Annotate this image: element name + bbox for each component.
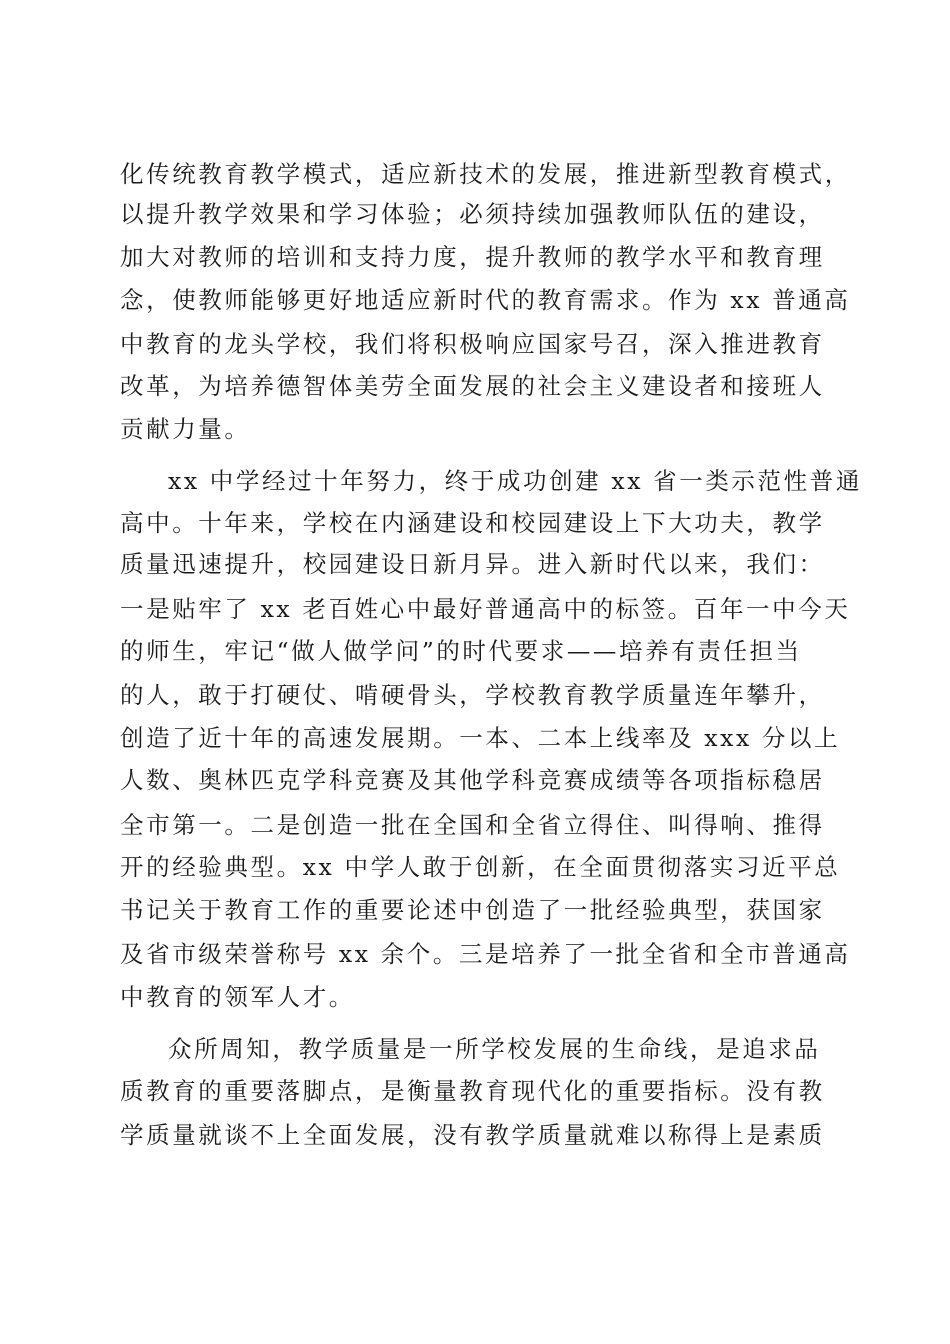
paragraph-1-line-5: 中教育的龙头学校，我们将积极响应国家号召，深入推进教育: [120, 330, 825, 358]
paragraph-1-line-4: 念，使教师能够更好地适应新时代的教育需求。作为 xx 普通高: [120, 286, 851, 314]
paragraph-1-line-7: 贡献力量。: [120, 415, 251, 443]
paragraph-2-line-1: xx 中学经过十年努力，终于成功创建 xx 省一类示范性普通: [168, 467, 862, 495]
paragraph-2-line-12: 及省市级荣誉称号 xx 余个。三是培养了一批全省和全市普通高: [120, 940, 851, 968]
paragraph-2-line-13: 中教育的领军人才。: [120, 983, 355, 1011]
paragraph-2-line-5: 的师生，牢记“做人做学问”的时代要求——培养有责任担当: [120, 637, 802, 665]
paragraph-1-line-2: 以提升教学效果和学习体验；必须持续加强教师队伍的建设，: [120, 200, 825, 228]
paragraph-1-line-3: 加大对教师的培训和支持力度，提升教师的教学水平和教育理: [120, 243, 825, 271]
paragraph-2-line-3: 质量迅速提升，校园建设日新月异。进入新时代以来，我们：: [120, 550, 825, 578]
paragraph-2-line-7: 创造了近十年的高速发展期。一本、二本上线率及 xxx 分以上: [120, 724, 841, 752]
paragraph-3-line-1: 众所周知，教学质量是一所学校发展的生命线，是追求品: [168, 1035, 821, 1063]
paragraph-3-line-3: 学质量就谈不上全面发展，没有教学质量就难以称得上是素质: [120, 1121, 825, 1149]
paragraph-2-line-6: 的人，敢于打硬仗、啃硬骨头，学校教育教学质量连年攀升，: [120, 681, 825, 709]
paragraph-1-line-6: 改革，为培养德智体美劳全面发展的社会主义建设者和接班人: [120, 372, 825, 400]
paragraph-3-line-2: 质教育的重要落脚点，是衡量教育现代化的重要指标。没有教: [120, 1077, 825, 1105]
paragraph-2-line-8: 人数、奥林匹克学科竞赛及其他学科竞赛成绩等各项指标稳居: [120, 766, 825, 794]
paragraph-2-line-10: 开的经验典型。xx 中学人敢于创新，在全面贯彻落实习近平总: [120, 853, 841, 881]
paragraph-1-line-1: 化传统教育教学模式，适应新技术的发展，推进新型教育模式，: [120, 160, 851, 188]
paragraph-2-line-9: 全市第一。二是创造一批在全国和全省立得住、叫得响、推得: [120, 811, 825, 839]
paragraph-2-line-11: 书记关于教育工作的重要论述中创造了一批经验典型，获国家: [120, 896, 825, 924]
paragraph-2-line-2: 高中。十年来，学校在内涵建设和校园建设上下大功夫，教学: [120, 509, 825, 537]
paragraph-2-line-4: 一是贴牢了 xx 老百姓心中最好普通高中的标签。百年一中今天: [120, 595, 851, 623]
